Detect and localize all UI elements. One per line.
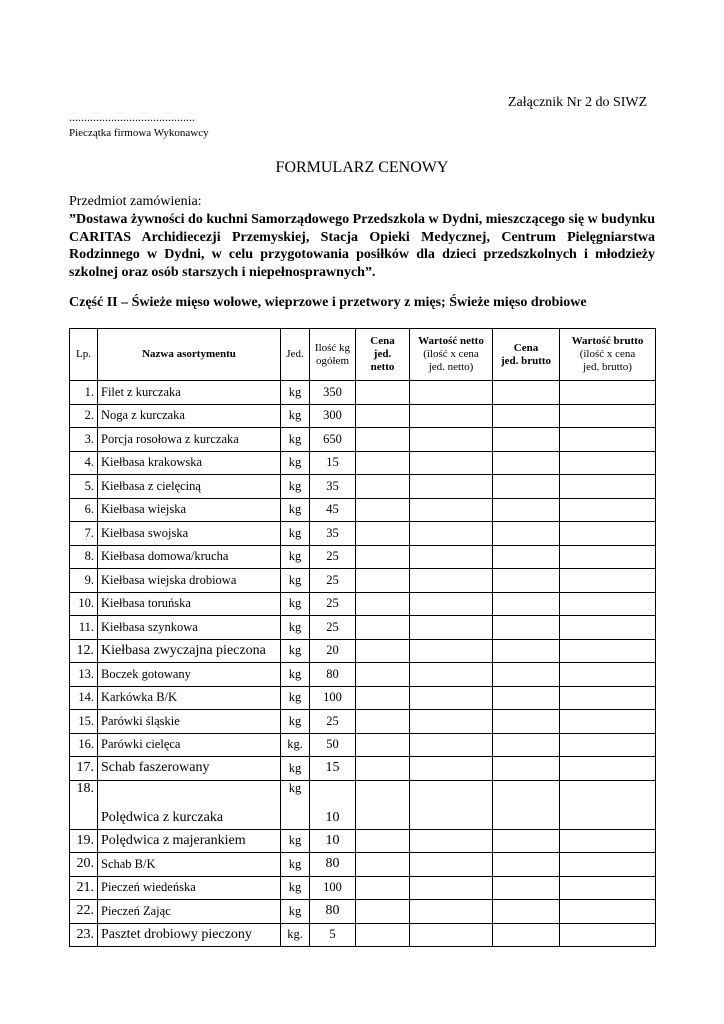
gross-value-cell: [560, 780, 656, 829]
item-name: Noga z kurczaka: [98, 404, 281, 428]
gross-unit-price-cell: [493, 876, 560, 900]
stamp-label: Pieczątka firmowa Wykonawcy: [69, 127, 209, 139]
table-row: [70, 780, 656, 829]
net-value-cell: [410, 498, 493, 522]
gross-unit-price-cell: [493, 923, 560, 947]
item-name: Boczek gotowany: [98, 663, 281, 687]
stamp-dotted-line: ..........................................: [69, 110, 195, 124]
row-number: 15.: [70, 710, 98, 734]
gross-unit-price-cell: [493, 780, 560, 829]
gross-unit-price-cell: [493, 686, 560, 710]
item-quantity: 100: [310, 686, 356, 710]
net-unit-price-cell: [356, 592, 410, 616]
item-quantity: 80: [310, 900, 356, 924]
item-quantity: 50: [310, 733, 356, 757]
header-lp: Lp.: [70, 329, 98, 381]
price-table: [69, 328, 656, 947]
gross-value-cell: [560, 592, 656, 616]
gross-value-cell: [560, 498, 656, 522]
item-unit: kg.: [281, 923, 310, 947]
net-unit-price-cell: [356, 569, 410, 593]
row-number: 22.: [70, 900, 98, 924]
item-unit: kg.: [281, 733, 310, 757]
row-number: 18.: [70, 780, 98, 829]
gross-unit-price-cell: [493, 404, 560, 428]
table-row: [70, 663, 656, 687]
gross-unit-price-cell: [493, 900, 560, 924]
gross-unit-price-cell: [493, 381, 560, 405]
gross-value-cell: [560, 475, 656, 499]
net-value-cell: [410, 592, 493, 616]
row-number: 20.: [70, 853, 98, 877]
item-unit: kg: [281, 710, 310, 734]
item-name: Polędwica z kurczaka: [98, 780, 281, 829]
table-row: [70, 639, 656, 663]
table-body: [70, 381, 656, 947]
net-value-cell: [410, 900, 493, 924]
gross-value-cell: [560, 404, 656, 428]
gross-value-cell: [560, 686, 656, 710]
gross-value-cell: [560, 900, 656, 924]
item-quantity: 100: [310, 876, 356, 900]
table-row: [70, 829, 656, 853]
row-number: 5.: [70, 475, 98, 499]
row-number: 3.: [70, 428, 98, 452]
net-unit-price-cell: [356, 639, 410, 663]
net-value-cell: [410, 451, 493, 475]
item-unit: kg: [281, 498, 310, 522]
gross-unit-price-cell: [493, 569, 560, 593]
item-unit: kg: [281, 686, 310, 710]
gross-value-cell: [560, 733, 656, 757]
subject-text: ”Dostawa żywności do kuchni Samorządowego Przedszkola w Dydni, mieszczącego się w budynku CARITAS Archidiecezji Przemyskiej, Stacja Opieki Medycznej, Centrum Pielęgniarstwa Rodzinnego w Dydni, w celu przygotowania posiłków dla dzieci przedszkolnych i młodzieży szkolnej oraz osób starszych i niepełnosprawnych”.: [69, 212, 655, 280]
gross-value-cell: [560, 616, 656, 640]
gross-unit-price-cell: [493, 616, 560, 640]
net-unit-price-cell: [356, 923, 410, 947]
gross-unit-price-cell: [493, 639, 560, 663]
item-quantity: 25: [310, 710, 356, 734]
item-quantity: 10: [310, 829, 356, 853]
row-number: 19.: [70, 829, 98, 853]
gross-value-cell: [560, 639, 656, 663]
item-name: Pasztet drobiowy pieczony: [98, 923, 281, 947]
item-quantity: 80: [310, 663, 356, 687]
item-quantity: 25: [310, 545, 356, 569]
table-row: [70, 592, 656, 616]
net-unit-price-cell: [356, 498, 410, 522]
gross-value-cell: [560, 545, 656, 569]
item-unit: kg: [281, 569, 310, 593]
item-quantity: 5: [310, 923, 356, 947]
item-unit: kg: [281, 381, 310, 405]
gross-value-cell: [560, 923, 656, 947]
header-net-value: Wartość netto (ilość x cena jed. netto): [410, 329, 493, 381]
item-unit: kg: [281, 475, 310, 499]
gross-unit-price-cell: [493, 592, 560, 616]
item-quantity: 35: [310, 522, 356, 546]
item-unit: kg: [281, 404, 310, 428]
net-unit-price-cell: [356, 829, 410, 853]
item-name: Kiełbasa domowa/krucha: [98, 545, 281, 569]
row-number: 16.: [70, 733, 98, 757]
table-row: [70, 428, 656, 452]
item-unit: kg: [281, 876, 310, 900]
table-row: [70, 451, 656, 475]
item-unit: kg: [281, 616, 310, 640]
row-number: 1.: [70, 381, 98, 405]
net-unit-price-cell: [356, 853, 410, 877]
item-name: Filet z kurczaka: [98, 381, 281, 405]
table-row: [70, 475, 656, 499]
net-value-cell: [410, 853, 493, 877]
gross-value-cell: [560, 876, 656, 900]
item-unit: kg: [281, 900, 310, 924]
page-title: FORMULARZ CENOWY: [275, 159, 449, 176]
gross-value-cell: [560, 569, 656, 593]
row-number: 9.: [70, 569, 98, 593]
net-unit-price-cell: [356, 900, 410, 924]
gross-value-cell: [560, 522, 656, 546]
item-name: Kiełbasa zwyczajna pieczona: [98, 639, 281, 663]
net-value-cell: [410, 733, 493, 757]
net-unit-price-cell: [356, 522, 410, 546]
row-number: 14.: [70, 686, 98, 710]
item-unit: kg: [281, 757, 310, 781]
item-quantity: 20: [310, 639, 356, 663]
row-number: 2.: [70, 404, 98, 428]
row-number: 21.: [70, 876, 98, 900]
item-name: Parówki śląskie: [98, 710, 281, 734]
part-heading: Część II – Świeże mięso wołowe, wieprzowe i przetwory z mięs; Świeże mięso drobiowe: [69, 295, 587, 310]
header-net-price: Cena jed. netto: [356, 329, 410, 381]
item-quantity: 25: [310, 592, 356, 616]
table-row: [70, 616, 656, 640]
item-unit: kg: [281, 780, 310, 829]
item-name: Parówki cielęca: [98, 733, 281, 757]
gross-unit-price-cell: [493, 522, 560, 546]
item-quantity: 80: [310, 853, 356, 877]
net-value-cell: [410, 876, 493, 900]
row-number: 8.: [70, 545, 98, 569]
item-unit: kg: [281, 592, 310, 616]
item-name: Pieczeń Zając: [98, 900, 281, 924]
gross-value-cell: [560, 853, 656, 877]
net-value-cell: [410, 780, 493, 829]
net-value-cell: [410, 639, 493, 663]
item-quantity: 10: [310, 780, 356, 829]
table-row: [70, 686, 656, 710]
net-unit-price-cell: [356, 451, 410, 475]
subject-label: Przedmiot zamówienia:: [69, 194, 202, 209]
item-name: Kiełbasa wiejska drobiowa: [98, 569, 281, 593]
net-value-cell: [410, 757, 493, 781]
item-name: Kiełbasa krakowska: [98, 451, 281, 475]
item-quantity: 35: [310, 475, 356, 499]
row-number: 6.: [70, 498, 98, 522]
item-name: Porcja rosołowa z kurczaka: [98, 428, 281, 452]
net-value-cell: [410, 829, 493, 853]
gross-value-cell: [560, 663, 656, 687]
annex-label: Załącznik Nr 2 do SIWZ: [508, 95, 648, 110]
header-unit: Jed.: [281, 329, 310, 381]
net-value-cell: [410, 569, 493, 593]
net-unit-price-cell: [356, 780, 410, 829]
item-name: Karkówka B/K: [98, 686, 281, 710]
item-quantity: 650: [310, 428, 356, 452]
net-value-cell: [410, 522, 493, 546]
table-row: [70, 757, 656, 781]
table-header-row: [70, 329, 656, 381]
net-value-cell: [410, 545, 493, 569]
item-name: Schab B/K: [98, 853, 281, 877]
table-row: [70, 498, 656, 522]
net-unit-price-cell: [356, 733, 410, 757]
item-unit: kg: [281, 663, 310, 687]
net-unit-price-cell: [356, 428, 410, 452]
table-row: [70, 853, 656, 877]
net-value-cell: [410, 381, 493, 405]
item-unit: kg: [281, 829, 310, 853]
header-gross-value: Wartość brutto (ilość x cena jed. brutto): [560, 329, 656, 381]
gross-value-cell: [560, 428, 656, 452]
gross-unit-price-cell: [493, 545, 560, 569]
gross-unit-price-cell: [493, 451, 560, 475]
item-name: Schab faszerowany: [98, 757, 281, 781]
item-unit: kg: [281, 522, 310, 546]
net-unit-price-cell: [356, 710, 410, 734]
net-value-cell: [410, 923, 493, 947]
gross-unit-price-cell: [493, 710, 560, 734]
item-quantity: 25: [310, 569, 356, 593]
gross-value-cell: [560, 829, 656, 853]
item-name: Kiełbasa swojska: [98, 522, 281, 546]
item-quantity: 15: [310, 757, 356, 781]
table-row: [70, 923, 656, 947]
item-name: Polędwica z majerankiem: [98, 829, 281, 853]
row-number: 13.: [70, 663, 98, 687]
table-row: [70, 522, 656, 546]
gross-value-cell: [560, 381, 656, 405]
row-number: 12.: [70, 639, 98, 663]
net-value-cell: [410, 616, 493, 640]
item-quantity: 300: [310, 404, 356, 428]
net-value-cell: [410, 710, 493, 734]
row-number: 4.: [70, 451, 98, 475]
item-unit: kg: [281, 428, 310, 452]
table-row: [70, 876, 656, 900]
item-unit: kg: [281, 853, 310, 877]
gross-unit-price-cell: [493, 428, 560, 452]
net-unit-price-cell: [356, 475, 410, 499]
net-unit-price-cell: [356, 404, 410, 428]
item-quantity: 45: [310, 498, 356, 522]
gross-value-cell: [560, 710, 656, 734]
item-unit: kg: [281, 545, 310, 569]
net-unit-price-cell: [356, 545, 410, 569]
gross-unit-price-cell: [493, 853, 560, 877]
row-number: 11.: [70, 616, 98, 640]
table-row: [70, 381, 656, 405]
item-quantity: 350: [310, 381, 356, 405]
item-name: Kiełbasa szynkowa: [98, 616, 281, 640]
gross-unit-price-cell: [493, 757, 560, 781]
table-row: [70, 545, 656, 569]
row-number: 10.: [70, 592, 98, 616]
net-value-cell: [410, 404, 493, 428]
table-row: [70, 710, 656, 734]
table-row: [70, 900, 656, 924]
header-name: Nazwa asortymentu: [98, 329, 281, 381]
item-name: Kiełbasa z cielęciną: [98, 475, 281, 499]
net-unit-price-cell: [356, 663, 410, 687]
row-number: 23.: [70, 923, 98, 947]
table-row: [70, 569, 656, 593]
item-unit: kg: [281, 639, 310, 663]
gross-unit-price-cell: [493, 663, 560, 687]
gross-value-cell: [560, 451, 656, 475]
item-name: Pieczeń wiedeńska: [98, 876, 281, 900]
net-value-cell: [410, 663, 493, 687]
item-quantity: 15: [310, 451, 356, 475]
net-value-cell: [410, 475, 493, 499]
table-row: [70, 404, 656, 428]
net-value-cell: [410, 686, 493, 710]
net-unit-price-cell: [356, 686, 410, 710]
gross-unit-price-cell: [493, 475, 560, 499]
gross-unit-price-cell: [493, 498, 560, 522]
gross-value-cell: [560, 757, 656, 781]
item-name: Kiełbasa wiejska: [98, 498, 281, 522]
item-unit: kg: [281, 451, 310, 475]
gross-unit-price-cell: [493, 829, 560, 853]
item-quantity: 25: [310, 616, 356, 640]
row-number: 17.: [70, 757, 98, 781]
net-value-cell: [410, 428, 493, 452]
net-unit-price-cell: [356, 876, 410, 900]
net-unit-price-cell: [356, 616, 410, 640]
item-name: Kiełbasa toruńska: [98, 592, 281, 616]
net-unit-price-cell: [356, 381, 410, 405]
header-qty: Ilość kg ogółem: [310, 329, 356, 381]
table-row: [70, 733, 656, 757]
header-gross-price: Cena jed. brutto: [493, 329, 560, 381]
net-unit-price-cell: [356, 757, 410, 781]
gross-unit-price-cell: [493, 733, 560, 757]
row-number: 7.: [70, 522, 98, 546]
